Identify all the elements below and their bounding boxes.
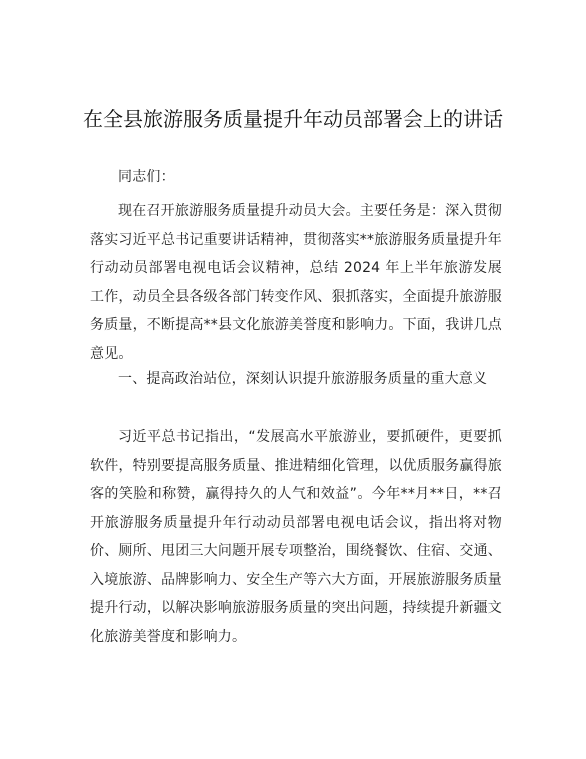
paragraph-section-1: 习近平总书记指出，“发展高水平旅游业，要抓硬件，更要抓软件，特别要提高服务质量、推进精细化管理，以优质服务赢得旅客的笑脸和称赞，赢得持久的人气和效益”。今年**月**日，**召开旅游服务质量提升年行动动员部署电视电话会议，指出将对物价、厕所、甩团三大问题开展专项整治，围绕餐饮、住宿、交通、入境旅游、品牌影响力、安全生产等六大方面，开展旅游服务质量提升行动，以解决影响旅游服务质量的突出问题，持续提升新疆文化旅游美誉度和影响力。 bbox=[90, 429, 502, 645]
section-heading-1: 一、提高政治站位，深刻认识提升旅游服务质量的重大意义 bbox=[118, 371, 488, 387]
salutation: 同志们： bbox=[118, 169, 175, 185]
paragraph-intro: 现在召开旅游服务质量提升动员大会。主要任务是：深入贯彻落实习近平总书记重要讲话精神，贯彻落实**旅游服务质量提升年行动动员部署电视电话会议精神，总结 2024 年上半年旅游发展工作，动员全县各级各部门转变作风、狠抓落实，全面提升旅游服务质量，不断提高**县文化旅游美誉度和影响力。下面，我讲几点意见。 bbox=[90, 203, 502, 362]
document-title: 在全县旅游服务质量提升年动员部署会上的讲话 bbox=[83, 107, 503, 131]
